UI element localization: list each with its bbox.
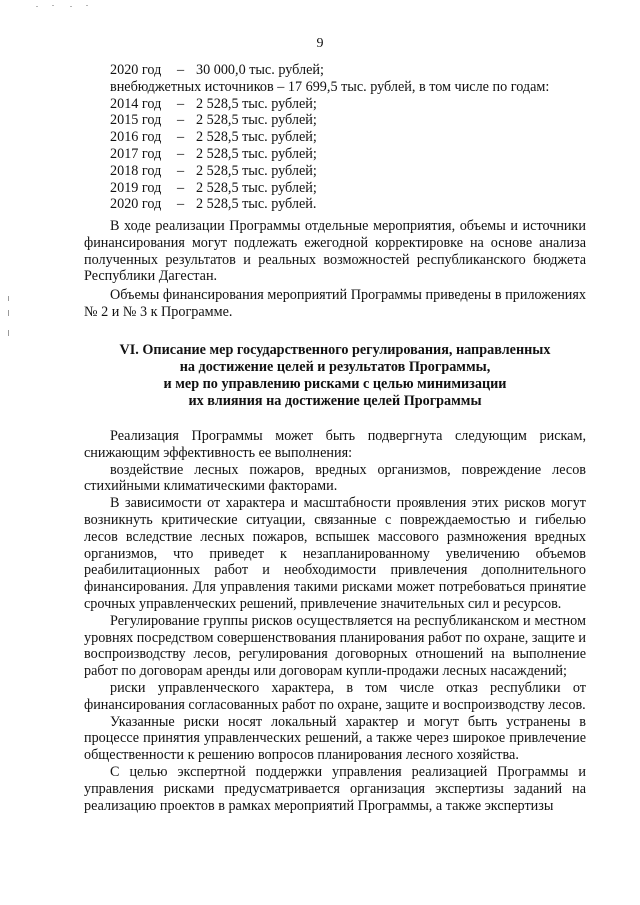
paragraph: воздействие лесных пожаров, вредных организмов, повреждение лесов стихийными климатическими факторами. xyxy=(84,461,586,495)
body-text-upper xyxy=(84,218,586,321)
funding-row xyxy=(110,96,549,113)
funding-dash: – xyxy=(176,62,185,78)
funding-row xyxy=(110,180,549,197)
funding-dash: – xyxy=(176,145,185,162)
funding-amount: 2 528,5 тыс. рублей; xyxy=(196,179,317,196)
paragraph: Реализация Программы может быть подвергнута следующим рискам, снижающим эффективность ее выполнения: xyxy=(84,428,586,461)
funding-row xyxy=(110,163,549,180)
funding-year: 2017 год xyxy=(110,145,162,162)
funding-dash: – xyxy=(176,129,185,146)
funding-year: 2020 год xyxy=(110,62,162,78)
funding-year: 2016 год xyxy=(110,129,162,146)
funding-dash: – xyxy=(176,112,185,129)
funding-year: 2018 год xyxy=(110,162,162,179)
page-number: 9 xyxy=(316,36,324,51)
funding-dash: – xyxy=(176,95,185,112)
funding-amount: 2 528,5 тыс. рублей; xyxy=(196,95,317,112)
scan-speck xyxy=(52,5,54,6)
funding-amount: 30 000,0 тыс. рублей; xyxy=(196,62,324,78)
funding-row xyxy=(110,62,549,79)
paragraph: Указанные риски носят локальный характер и могут быть устранены в процессе принятия управленческих решений, а также через широкое привлечение общественности к решению вопросов планирования лесного хозяйства. xyxy=(84,713,586,764)
funding-list xyxy=(110,62,549,213)
paragraph: риски управленческого характера, в том числе отказ республики от финансирования согласованных работ по охране, защите и воспроизводству лесов. xyxy=(84,679,586,713)
scan-margin-mark xyxy=(8,296,9,301)
funding-year: 2015 год xyxy=(110,112,162,129)
paragraph: Объемы финансирования мероприятий Программы приведены в приложениях № 2 и № 3 к Программе. xyxy=(84,287,586,320)
funding-amount: 2 528,5 тыс. рублей; xyxy=(196,162,317,179)
paragraph: Регулирование группы рисков осуществляется на республиканском и местном уровнях посредством совершенствования планирования работ по охране, защите и воспроизводству лесов, регулирования договорных отношений на выполнение работ по договорам аренды или договорам купли-продажи лесных насаждений; xyxy=(84,612,586,680)
funding-row xyxy=(110,129,549,146)
funding-year: 2014 год xyxy=(110,95,162,112)
funding-year: 2019 год xyxy=(110,179,162,196)
section-heading-line: и мер по управлению рисками с целью минимизации xyxy=(163,376,507,392)
scan-margin-mark xyxy=(8,310,9,316)
section-heading-line: их влияния на достижение целей Программы xyxy=(188,393,482,409)
scan-speck xyxy=(36,6,38,7)
paragraph: В ходе реализации Программы отдельные мероприятия, объемы и источники финансирования могут подлежать ежегодной корректировке на основе анализа полученных результатов и реальных возможностей республиканского бюджета Республики Дагестан. xyxy=(84,218,586,285)
paragraph: С целью экспертной поддержки управления реализацией Программы и управления рисками предусматривается организация экспертизы заданий на реализацию проектов в рамках мероприятий Программы, а также экспертизы xyxy=(84,763,586,814)
section-heading xyxy=(84,342,586,410)
funding-row xyxy=(110,112,549,129)
funding-amount: 2 528,5 тыс. рублей; xyxy=(196,112,317,129)
section-heading-line: VI. Описание мер государственного регулирования, направленных xyxy=(119,342,551,358)
extra-budget-line: внебюджетных источников – 17 699,5 тыс. рублей, в том числе по годам: xyxy=(110,78,550,95)
paragraph: В зависимости от характера и масштабности проявления этих рисков могут возникнуть критические ситуации, связанные с повреждаемостью и гибелью лесов вследствие лесных пожаров, вспышек массового размножения вредных организмов, что приведет к незапланированному увеличению объемов реабилитационных работ и необходимости привлечения дополнительного финансирования. Для управления такими рисками может потребоваться принятие срочных управленческих решений, привлечение значительных сил и ресурсов. xyxy=(84,495,586,612)
funding-amount: 2 528,5 тыс. рублей; xyxy=(196,129,317,146)
body-text-lower xyxy=(84,428,586,814)
funding-dash: – xyxy=(176,179,185,196)
scan-margin-mark xyxy=(8,330,9,336)
funding-row xyxy=(110,196,549,213)
funding-dash: – xyxy=(176,196,185,213)
funding-row xyxy=(110,146,549,163)
funding-dash: – xyxy=(176,162,185,179)
section-heading-line: на достижение целей и результатов Программы, xyxy=(179,359,491,375)
funding-amount: 2 528,5 тыс. рублей. xyxy=(196,196,317,213)
funding-year: 2020 год xyxy=(110,196,162,213)
funding-amount: 2 528,5 тыс. рублей; xyxy=(196,145,317,162)
scan-speck xyxy=(70,6,72,7)
scan-speck xyxy=(86,5,88,6)
